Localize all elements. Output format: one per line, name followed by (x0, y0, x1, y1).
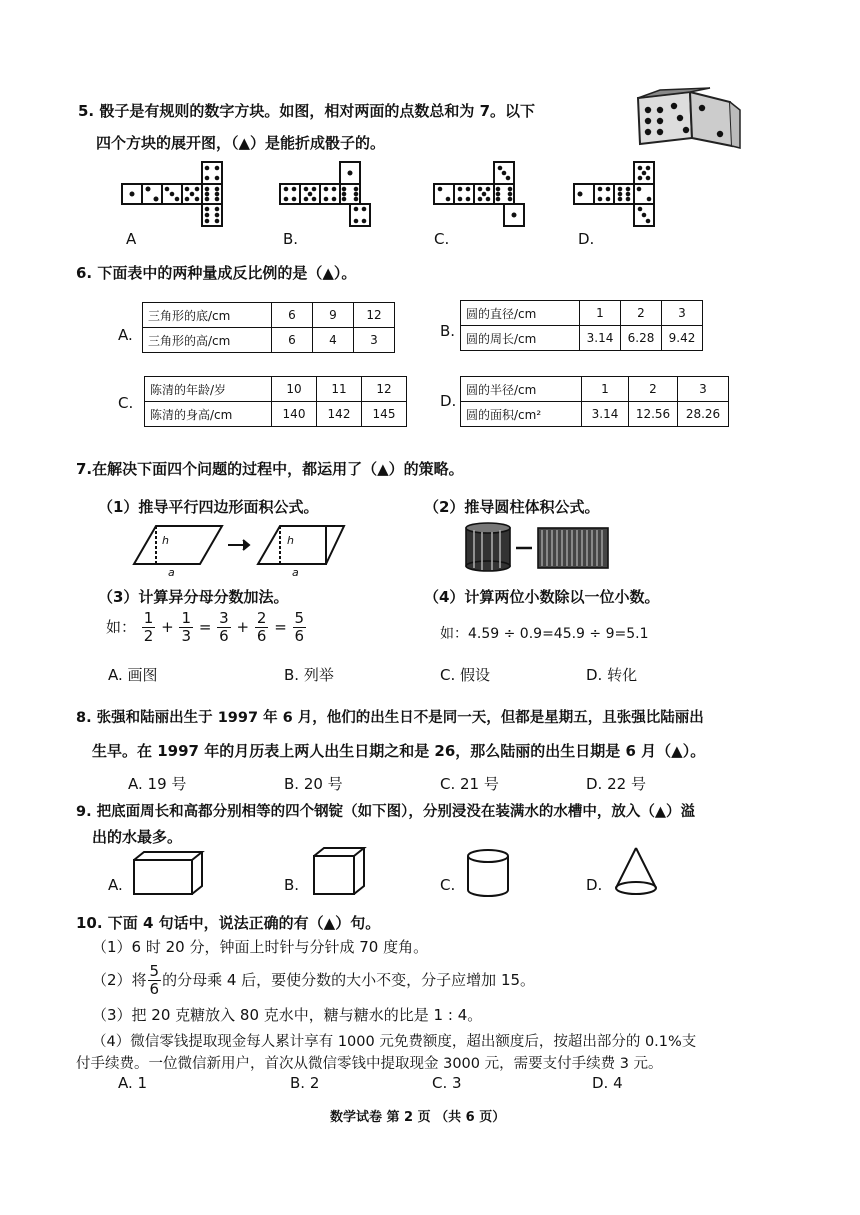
q10-statement-2 (92, 962, 535, 998)
q7-title: 7.在解决下面四个问题的过程中，都运用了（▲）的策略。 (76, 460, 464, 478)
q7-fraction-example (106, 608, 307, 646)
q8-option-c[interactable]: C. 21 号 (440, 775, 499, 793)
op-plus: + (236, 618, 250, 636)
frac-3-6: $\frac{3}{6}$ (219, 609, 229, 645)
q8-option-b[interactable]: B. 20 号 (284, 775, 343, 793)
page-footer: 数学试卷 第 2 页 （共 6 页） (330, 1110, 506, 1125)
q9-option-d[interactable]: D. (586, 876, 603, 894)
q7-division-example: 如：4.59 ÷ 0.9=45.9 ÷ 9=5.1 (440, 626, 649, 642)
q7-sub3: （3）计算异分母分数加法。 (98, 588, 289, 606)
op-equals: = (274, 618, 287, 636)
frac-5-6: $\frac{5}{6}$ (294, 609, 305, 645)
frac-5-6: $\frac{5}{6}$ (149, 962, 160, 998)
q6-label-d[interactable]: D. (440, 392, 457, 410)
q6-title: 6. 下面表中的两种量成反比例的是（▲）。 (76, 264, 357, 282)
q10-option-a[interactable]: A. 1 (118, 1074, 148, 1092)
dice-net-d (570, 158, 680, 230)
q6-label-a[interactable]: A. (118, 326, 133, 344)
op-plus: + (161, 618, 174, 636)
q10-statement-1: （1）6 时 20 分，钟面上时针与分针成 70 度角。 (92, 938, 429, 956)
q10-statement-3: （3）把 20 克糖放入 80 克水中，糖与糖水的比是 1 : 4。 (92, 1006, 483, 1024)
q7-a-label-right: a (292, 566, 299, 579)
q10-title: 10. 下面 4 句话中，说法正确的有（▲）句。 (76, 914, 381, 932)
q7-sub1: （1）推导平行四边形面积公式。 (98, 498, 319, 516)
dice-net-a (118, 158, 228, 230)
q10-s2-prefix: （2）将 (92, 971, 147, 989)
q7-h-label-right: h (287, 534, 294, 547)
op-equals: = (198, 618, 212, 636)
frac-2-6: $\frac{2}{6}$ (256, 609, 267, 645)
q7-example-prefix: 如： (106, 618, 137, 636)
q8-option-d[interactable]: D. 22 号 (586, 775, 646, 793)
q6-label-b[interactable]: B. (440, 322, 456, 340)
dice-net-c (430, 158, 540, 230)
q9-text-line2: 出的水最多。 (92, 828, 183, 846)
dice-photo (630, 88, 745, 158)
q5-option-a[interactable]: A (126, 230, 137, 248)
q9-text-line1: 9. 把底面周长和高都分别相等的四个钢锭（如下图），分别浸没在装满水的水槽中，放入（▲）溢 (76, 804, 696, 820)
cuboid-shape (132, 850, 204, 896)
q7-option-b[interactable]: B. 列举 (284, 666, 334, 684)
dice-net-b (276, 158, 386, 230)
q7-h-label-left: h (162, 534, 169, 547)
q10-option-d[interactable]: D. 4 (592, 1074, 623, 1092)
q9-option-c[interactable]: C. (440, 876, 456, 894)
q5-option-d[interactable]: D. (578, 230, 595, 248)
q10-option-c[interactable]: C. 3 (432, 1074, 462, 1092)
cylinder-diagram (462, 522, 612, 574)
q10-option-b[interactable]: B. 2 (290, 1074, 320, 1092)
frac-1-2: $\frac{1}{2}$ (143, 609, 154, 645)
frac-1-3: $\frac{1}{3}$ (181, 609, 192, 645)
q8-option-a[interactable]: A. 19 号 (128, 775, 187, 793)
q8-text-line2: 生早。在 1997 年的月历表上两人出生日期之和是 26，那么陆丽的出生日期是 6 月（▲）。 (92, 742, 706, 760)
q5-text-line1: 5. 骰子是有规则的数字方块。如图，相对两面的点数总和为 7。以下 (78, 102, 536, 120)
q5-text-line2: 四个方块的展开图，（▲）是能折成骰子的。 (96, 134, 386, 152)
q5-option-b[interactable]: B. (283, 230, 299, 248)
q10-statement-4-line1: （4）微信零钱提取现金每人累计享有 1000 元免费额度，超出额度后，按超出部分的 0.1%支 (92, 1034, 697, 1050)
q7-option-a[interactable]: A. 画图 (108, 666, 158, 684)
q7-a-label-left: a (168, 566, 175, 579)
q6-table-d: 圆的半径/cm 1 2 3 圆的面积/cm² 3.14 12.56 28.26 (460, 376, 729, 427)
q7-option-c[interactable]: C. 假设 (440, 666, 491, 684)
q5-option-c[interactable]: C. (434, 230, 450, 248)
q9-option-a[interactable]: A. (108, 876, 123, 894)
q6-table-c: 陈清的年龄/岁 10 11 12 陈清的身高/cm 140 142 145 (144, 376, 407, 427)
q10-statement-4-line2: 付手续费。一位微信新用户，首次从微信零钱中提取现金 3000 元，需要支付手续费 3 元。 (76, 1056, 663, 1072)
q8-text-line1: 8. 张强和陆丽出生于 1997 年 6 月，他们的出生日不是同一天，但都是星期五，且张强比陆丽出 (76, 710, 704, 726)
cone-shape (612, 846, 662, 898)
q6-label-c[interactable]: C. (118, 394, 134, 412)
cube-shape (312, 846, 366, 896)
q6-table-b: 圆的直径/cm 1 2 3 圆的周长/cm 3.14 6.28 9.42 (460, 300, 703, 351)
q10-s2-suffix: 的分母乘 4 后，要使分数的大小不变，分子应增加 15。 (162, 971, 536, 989)
q7-option-d[interactable]: D. 转化 (586, 666, 638, 684)
q7-sub4: （4）计算两位小数除以一位小数。 (424, 588, 660, 606)
q7-sub2: （2）推导圆柱体积公式。 (424, 498, 600, 516)
cylinder-shape (466, 848, 512, 898)
q6-table-a: 三角形的底/cm 6 9 12 三角形的高/cm 6 4 3 (142, 302, 395, 353)
q9-option-b[interactable]: B. (284, 876, 300, 894)
